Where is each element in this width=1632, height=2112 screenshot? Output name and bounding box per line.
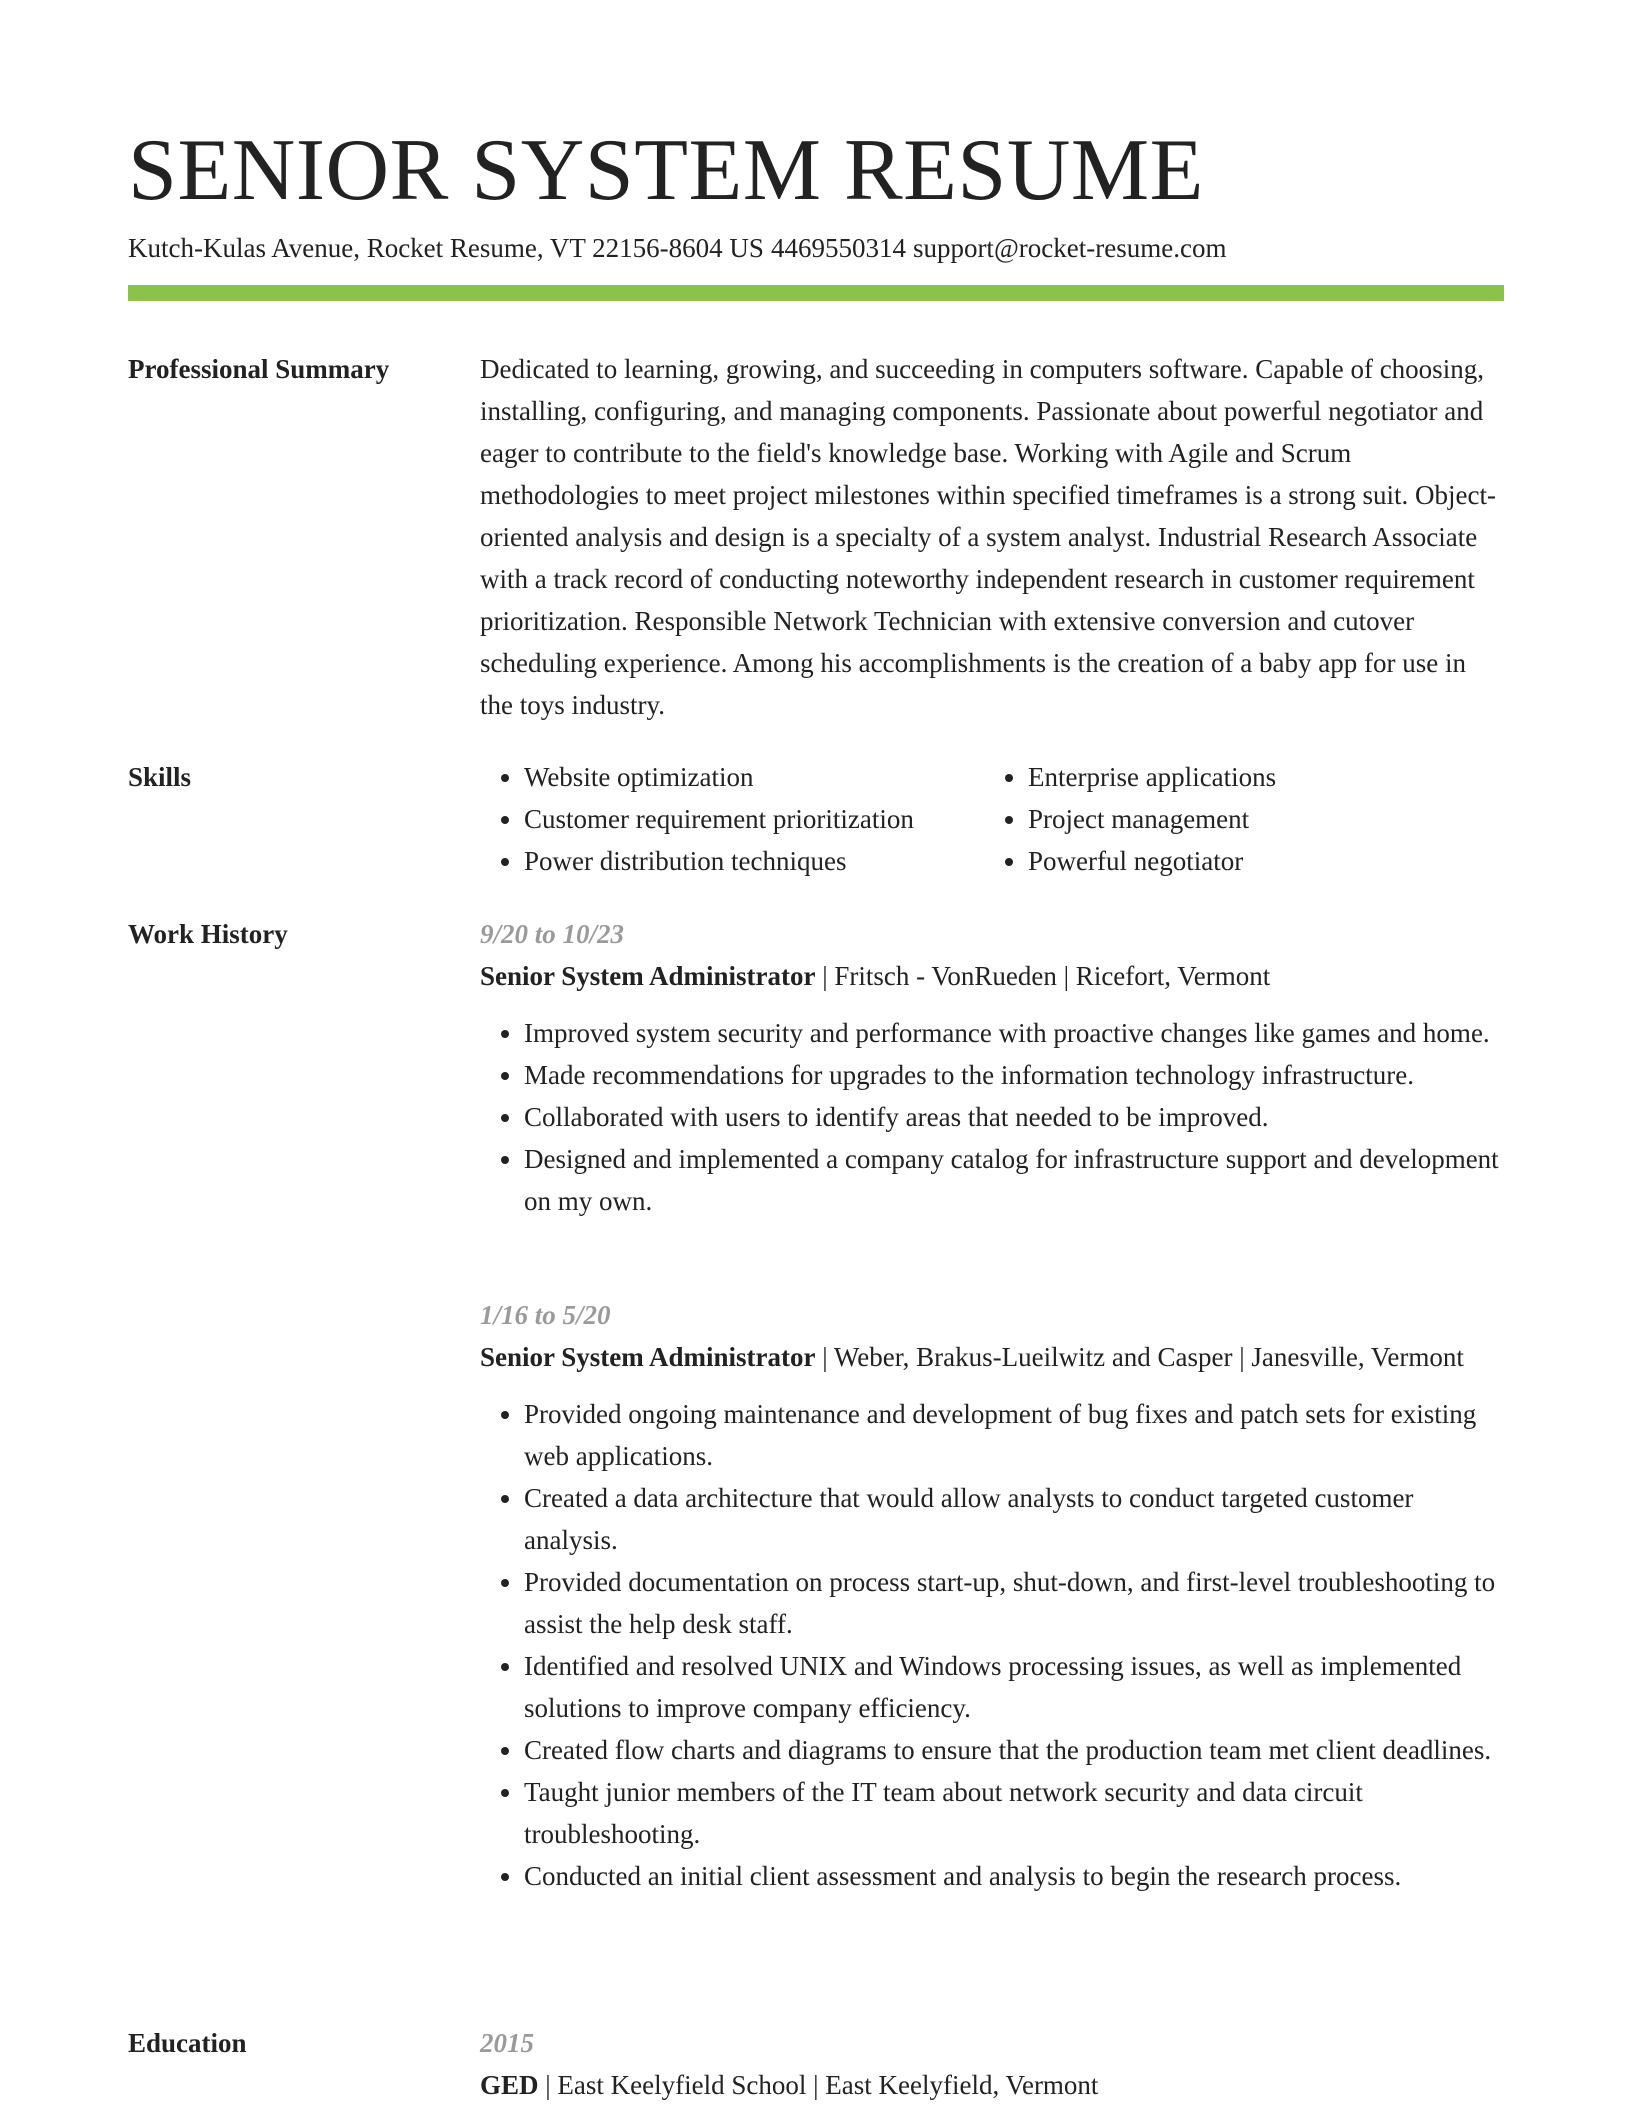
job-entry <box>480 913 1504 1222</box>
job-dates: 1/16 to 5/20 <box>480 1300 611 1330</box>
work-history-heading: Work History <box>128 919 288 949</box>
accent-divider <box>128 285 1504 301</box>
education-heading: Education <box>128 2028 247 2058</box>
job-bullets <box>480 1012 1504 1222</box>
contact-line <box>128 230 1226 266</box>
address: Kutch-Kulas Avenue, Rocket Resume, VT 22156-8604 US <box>128 233 764 263</box>
job-bullet: • Improved system security and performance with proactive changes like games and home. <box>524 1012 1504 1054</box>
resume-title: SENIOR SYSTEM RESUME <box>128 122 1204 219</box>
job-bullet: • Identified and resolved UNIX and Windows processing issues, as well as implemented solutions to improve company efficiency. <box>524 1645 1504 1729</box>
job-bullet: • Collaborated with users to identify areas that needed to be improved. <box>524 1096 1504 1138</box>
degree: GED <box>480 2070 539 2100</box>
school-details: | East Keelyfield School | East Keelyfield, Vermont <box>538 2070 1099 2100</box>
phone: 4469550314 <box>770 233 906 263</box>
job-heading <box>480 1336 1504 1378</box>
job-bullets <box>480 1393 1504 1897</box>
skill-item: • Project management <box>1028 798 1488 840</box>
job-employer: | Fritsch - VonRueden | Ricefort, Vermont <box>815 961 1271 991</box>
job-employer: | Weber, Brakus-Lueilwitz and Casper | Janesville, Vermont <box>815 1342 1464 1372</box>
skill-item: • Power distribution techniques <box>524 840 984 882</box>
job-bullet: • Provided documentation on process start-up, shut-down, and first-level troubleshooting to assist the help desk staff. <box>524 1561 1504 1645</box>
job-heading <box>480 955 1504 997</box>
job-bullet: • Conducted an initial client assessment and analysis to begin the research process. <box>524 1855 1504 1897</box>
summary-text: Dedicated to learning, growing, and succeeding in computers software. Capable of choosing, installing, configuring, and managing components. Passionate about powerful negotiator and eager to contribute to the field's knowledge base. Working with Agile and Scrum methodologies to meet project milestones within specified timeframes is a strong suit. Object-oriented analysis and design is a specialty of a system analyst. Industrial Research Associate with a track record of conducting noteworthy independent research in customer requirement prioritization. Responsible Network Technician with extensive conversion and cutover scheduling experience. Among his accomplishments is the creation of a baby app for use in the toys industry. <box>480 354 1497 720</box>
skill-item: • Website optimization <box>524 756 984 798</box>
email: support@rocket-resume.com <box>912 233 1227 263</box>
skill-item: • Customer requirement prioritization <box>524 798 984 840</box>
job-entry <box>480 1294 1504 1897</box>
job-title: Senior System Administrator <box>480 1342 816 1372</box>
job-bullet: • Created flow charts and diagrams to ensure that the production team met client deadlines. <box>524 1729 1504 1771</box>
skills-list-left <box>480 756 984 882</box>
job-bullet: • Designed and implemented a company catalog for infrastructure support and development on my own. <box>524 1138 1504 1222</box>
education-heading-line <box>480 2064 1504 2106</box>
skills-columns <box>480 756 1504 882</box>
job-bullet: • Made recommendations for upgrades to the information technology infrastructure. <box>524 1054 1504 1096</box>
skill-item: • Powerful negotiator <box>1028 840 1488 882</box>
skills-list-right <box>984 756 1488 882</box>
education-year: 2015 <box>480 2028 534 2058</box>
job-bullet: • Provided ongoing maintenance and development of bug fixes and patch sets for existing web applications. <box>524 1393 1504 1477</box>
summary-heading: Professional Summary <box>128 354 390 384</box>
skill-item: • Enterprise applications <box>1028 756 1488 798</box>
job-title: Senior System Administrator <box>480 961 816 991</box>
job-bullet: • Taught junior members of the IT team about network security and data circuit troubleshooting. <box>524 1771 1504 1855</box>
skills-heading: Skills <box>128 762 192 792</box>
job-bullet: • Created a data architecture that would allow analysts to conduct targeted customer analysis. <box>524 1477 1504 1561</box>
job-dates: 9/20 to 10/23 <box>480 919 625 949</box>
